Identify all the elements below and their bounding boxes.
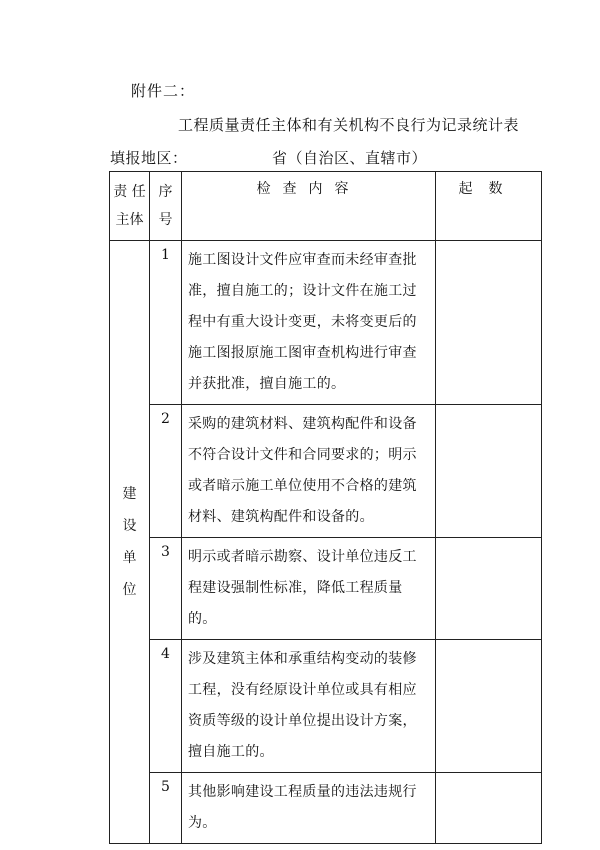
table-row: [110, 405, 542, 538]
subject-char: 单: [122, 550, 137, 566]
row-count: [436, 773, 542, 844]
header-content: 检查内容: [182, 172, 436, 241]
row-content: 其他影响建设工程质量的违法违规行为。: [182, 773, 436, 844]
region-value: 省（自治区、直辖市）: [272, 149, 428, 167]
row-content: 明示或者暗示勘察、设计单位违反工程建设强制性标准，降低工程质量的。: [182, 538, 436, 640]
header-seq-line1: 序: [158, 184, 173, 200]
record-table: [109, 171, 542, 844]
row-seq: 5: [150, 773, 182, 844]
attachment-label: 附件二：: [131, 82, 196, 100]
row-seq: 1: [150, 241, 182, 405]
document-title: 工程质量责任主体和有关机构不良行为记录统计表: [178, 116, 520, 134]
header-subject-line2: 主体: [115, 212, 144, 228]
row-content: 施工图设计文件应审查而未经审查批准，擅自施工的；设计文件在施工过程中有重大设计变更，未将变更后的施工图报原施工图审查机构进行审查并获批准，擅自施工的。: [182, 241, 436, 405]
subject-char: 建: [122, 486, 137, 502]
row-seq: 2: [150, 405, 182, 538]
header-row: [110, 172, 542, 241]
subject-construction-unit: [110, 241, 150, 844]
row-content: 涉及建筑主体和承重结构变动的装修工程，没有经原设计单位或具有相应资质等级的设计单位提出设计方案，擅自施工的。: [182, 640, 436, 773]
row-count: [436, 241, 542, 405]
header-subject: [110, 172, 150, 241]
header-seq: [150, 172, 182, 241]
region-label: 填报地区：: [110, 149, 188, 167]
header-subject-line1: 责 任: [113, 184, 146, 200]
header-seq-line2: 号: [158, 212, 173, 228]
row-seq: 4: [150, 640, 182, 773]
table-row: [110, 241, 542, 405]
subject-char: 位: [122, 582, 137, 598]
row-seq: 3: [150, 538, 182, 640]
subject-char: 设: [122, 518, 137, 534]
table-row: [110, 538, 542, 640]
row-count: [436, 640, 542, 773]
table-row: [110, 640, 542, 773]
row-count: [436, 538, 542, 640]
header-count: 起数: [436, 172, 542, 241]
row-content: 采购的建筑材料、建筑构配件和设备不符合设计文件和合同要求的；明示或者暗示施工单位使用不合格的建筑材料、建筑构配件和设备的。: [182, 405, 436, 538]
table-row: [110, 773, 542, 844]
row-count: [436, 405, 542, 538]
